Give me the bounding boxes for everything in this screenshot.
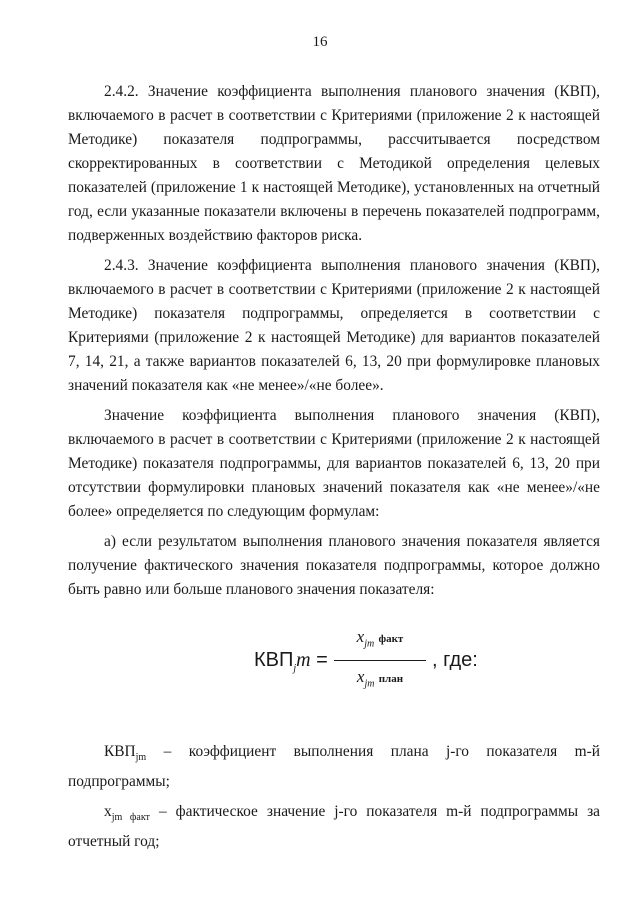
kvp-formula bbox=[68, 620, 600, 708]
formula-numerator: $x_{jm}$ факт bbox=[356, 627, 404, 650]
paragraph-2-4-3: 2.4.3. Значение коэффициента выполнения планового значения (КВП), включаемого в расчет в соответствии с Критериями (приложение 2 к настоящей Методике) показателя подпрограммы, определяется в соответствии с Критериями (приложение 2 к настоящей Методике) для вариантов показателей 7, 14, 21, а также вариантов показателей 6, 13, 20 при формулировке плановых значений показателя как «не менее»/«не более». bbox=[68, 257, 600, 394]
document-body bbox=[68, 80, 600, 860]
fraction-bar bbox=[334, 660, 426, 661]
formula-tail: , где: bbox=[432, 649, 478, 671]
paragraph-kvp-formula-intro: Значение коэффициента выполнения планового значения (КВП), включаемого в расчет в соответствии с Критериями (приложение 2 к настоящей Методике) показателя подпрограммы, для вариантов показателей 6, 13, 20 при отсутствии формулировки плановых значений показателя как «не менее»/«не более» определяется по следующим формулам: bbox=[68, 407, 600, 520]
formula-lhs: $КВП_jm$ = bbox=[254, 649, 328, 674]
paragraph-2-4-2: 2.4.2. Значение коэффициента выполнения планового значения (КВП), включаемого в расчет в соответствии с Критериями (приложение 2 к настоящей Методике) показателя подпрограммы, рассчитывается посредством скорректированных в соответствии с Методикой определения целевых показателей (приложение 1 к настоящей Методике), установленных на отчетный год, если указанные показатели включены в перечень показателей подпрограмм, подверженных воздействию факторов риска. bbox=[68, 83, 600, 244]
definition-x-fact: $x_{jm факт}$ – фактическое значение j-го показателя m-й подпрограммы за отчетный год; bbox=[68, 803, 601, 851]
paragraph-case-a: а) если результатом выполнения планового значения показателя является получение фактического значения показателя подпрограммы, которое должно быть равно или больше планового значения показателя: bbox=[68, 533, 600, 598]
definition-kvp: $КВП_{jm}$ – коэффициент выполнения плана j-го показателя m-й подпрограммы; bbox=[68, 743, 600, 791]
definitions bbox=[68, 740, 600, 854]
page-number: 16 bbox=[312, 34, 328, 50]
formula-fraction bbox=[330, 624, 430, 698]
formula-denominator: $x_{jm}$ план bbox=[356, 667, 404, 690]
